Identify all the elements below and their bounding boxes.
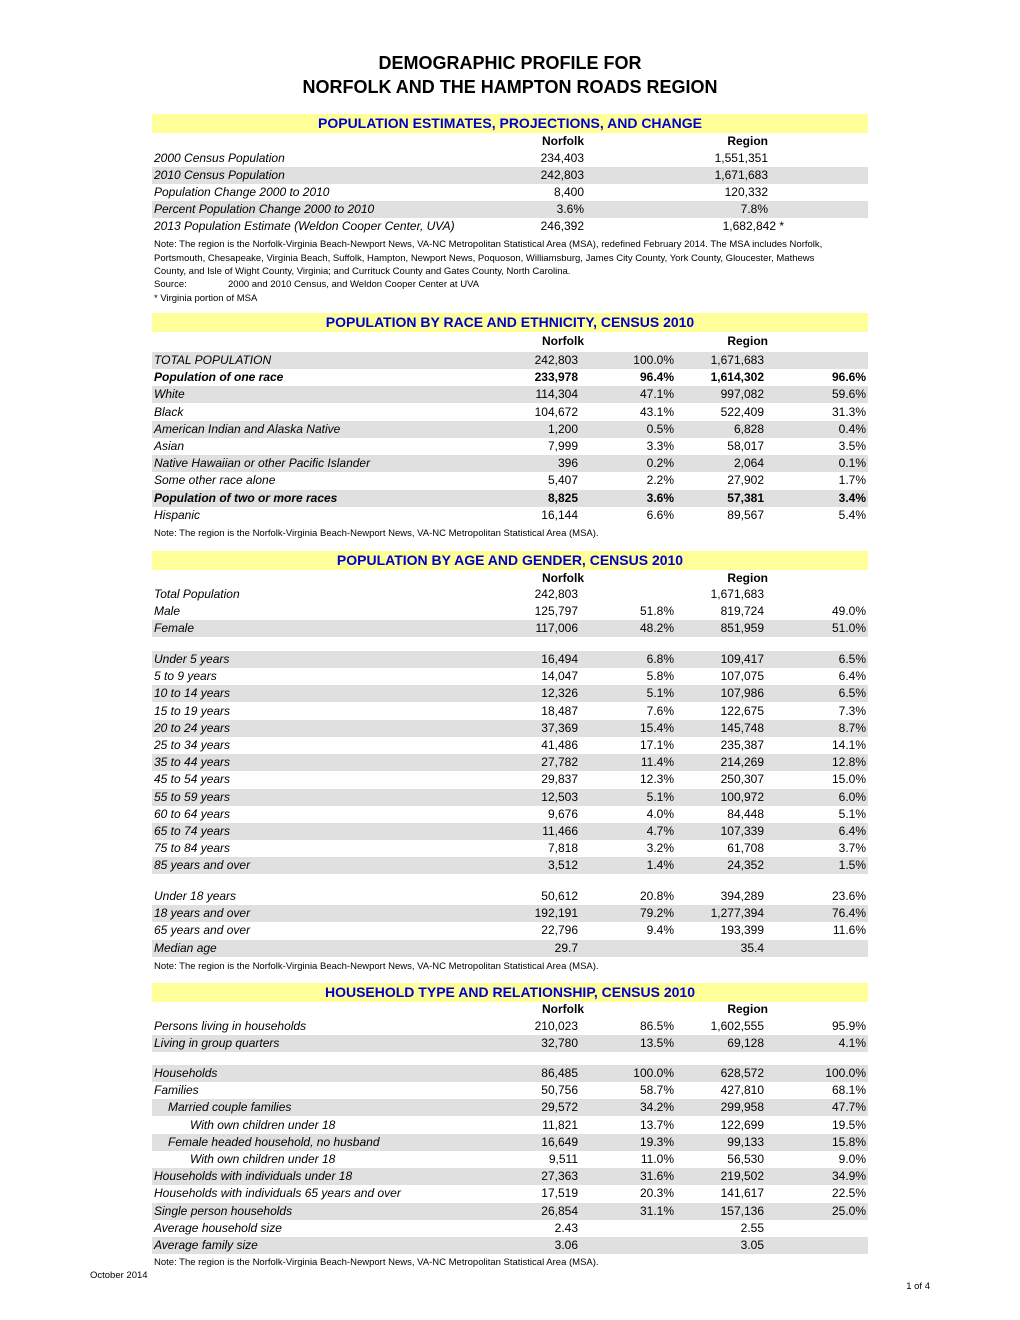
norfolk-percent: 4.0% bbox=[646, 806, 674, 821]
norfolk-value: 234,403 bbox=[540, 151, 584, 165]
region-percent: 3.4% bbox=[838, 490, 866, 505]
region-value: 427,810 bbox=[720, 1083, 764, 1098]
norfolk-value: 27,363 bbox=[541, 1169, 578, 1184]
norfolk-value: 9,676 bbox=[547, 806, 578, 821]
norfolk-percent: 3.3% bbox=[646, 439, 674, 453]
norfolk-value: 17,519 bbox=[541, 1186, 578, 1201]
row-label: 60 to 64 years bbox=[154, 806, 231, 821]
table-row bbox=[152, 922, 868, 939]
norfolk-percent: 51.8% bbox=[639, 604, 674, 619]
region-value: 141,617 bbox=[720, 1186, 764, 1201]
table-row bbox=[152, 620, 868, 637]
region-percent: 6.0% bbox=[838, 789, 866, 804]
norfolk-percent: 3.6% bbox=[646, 490, 674, 505]
norfolk-value: 104,672 bbox=[534, 404, 578, 419]
table-row bbox=[152, 404, 868, 421]
row-label: Median age bbox=[154, 940, 217, 955]
region-value: 299,958 bbox=[720, 1100, 764, 1115]
row-label: 2000 Census Population bbox=[154, 151, 285, 165]
row-label: With own children under 18 bbox=[190, 1152, 336, 1166]
norfolk-value: 117,006 bbox=[535, 621, 578, 636]
norfolk-percent: 96.4% bbox=[639, 370, 674, 385]
row-label: Population of one race bbox=[154, 370, 284, 385]
norfolk-percent: 58.7% bbox=[639, 1083, 674, 1098]
norfolk-value: 27,782 bbox=[541, 755, 578, 770]
row-label: 10 to 14 years bbox=[154, 686, 231, 701]
table-row bbox=[152, 1018, 868, 1035]
table-row bbox=[152, 789, 868, 806]
region-percent: 6.5% bbox=[838, 686, 866, 701]
norfolk-percent: 4.7% bbox=[646, 824, 674, 838]
region-value: 1,614,302 bbox=[710, 370, 764, 385]
table-row bbox=[152, 940, 868, 957]
region-percent: 3.5% bbox=[838, 439, 866, 453]
row-label: 18 years and over bbox=[154, 906, 251, 921]
norfolk-value: 50,612 bbox=[541, 889, 578, 903]
table-row bbox=[152, 840, 868, 857]
norfolk-value: 396 bbox=[557, 456, 578, 471]
region-value: 1,277,394 bbox=[710, 906, 764, 921]
col-header-norfolk: Norfolk bbox=[542, 134, 584, 148]
norfolk-value: 5,407 bbox=[547, 473, 578, 488]
region-value: 61,708 bbox=[727, 841, 764, 856]
row-label: Female bbox=[154, 621, 195, 636]
row-label: Female headed household, no husband bbox=[168, 1134, 380, 1149]
footer-page-number: 1 of 4 bbox=[906, 1281, 930, 1292]
table-row bbox=[152, 1203, 868, 1220]
section-household-title: HOUSEHOLD TYPE AND RELATIONSHIP, CENSUS 2010 bbox=[152, 983, 868, 1002]
norfolk-value: 29.7 bbox=[554, 940, 578, 955]
norfolk-value: 32,780 bbox=[541, 1036, 578, 1051]
region-value: 1,671,683 bbox=[714, 168, 768, 182]
region-percent: 23.6% bbox=[831, 889, 866, 903]
table-row bbox=[152, 586, 868, 603]
row-label: Hispanic bbox=[154, 507, 201, 522]
row-label: 55 to 59 years bbox=[154, 789, 231, 804]
region-value: 7.8% bbox=[740, 202, 768, 216]
table-row bbox=[152, 905, 868, 922]
table-row bbox=[152, 806, 868, 823]
norfolk-value: 114,304 bbox=[535, 387, 578, 402]
table-row bbox=[152, 1220, 868, 1237]
table-row bbox=[152, 771, 868, 788]
norfolk-value: 50,756 bbox=[541, 1083, 578, 1098]
table-row bbox=[152, 1082, 868, 1099]
norfolk-value: 29,572 bbox=[541, 1100, 578, 1115]
norfolk-value: 7,999 bbox=[547, 439, 578, 453]
table-row bbox=[152, 386, 868, 403]
norfolk-percent: 34.2% bbox=[639, 1100, 674, 1115]
region-value: 120,332 bbox=[724, 185, 768, 199]
region-percent: 25.0% bbox=[831, 1203, 866, 1218]
section-population-estimates-title: POPULATION ESTIMATES, PROJECTIONS, AND CHANGE bbox=[152, 114, 868, 133]
table-row bbox=[152, 1168, 868, 1185]
region-percent: 12.8% bbox=[831, 755, 866, 770]
norfolk-value: 1,200 bbox=[547, 421, 578, 436]
region-value: 628,572 bbox=[720, 1066, 764, 1080]
section-race-ethnicity-title: POPULATION BY RACE AND ETHNICITY, CENSUS 2010 bbox=[152, 313, 868, 332]
norfolk-value: 11,821 bbox=[542, 1117, 578, 1132]
region-value: 2.55 bbox=[740, 1220, 764, 1235]
region-percent: 34.9% bbox=[831, 1169, 866, 1184]
region-value: 109,417 bbox=[720, 652, 764, 666]
norfolk-value: 125,797 bbox=[534, 604, 578, 619]
region-value: 99,133 bbox=[727, 1134, 764, 1149]
row-label: Native Hawaiian or other Pacific Islander bbox=[154, 456, 371, 471]
region-percent: 0.4% bbox=[838, 421, 866, 436]
table-row bbox=[152, 150, 868, 167]
region-percent: 22.5% bbox=[831, 1186, 866, 1201]
table-row bbox=[152, 754, 868, 771]
source-label: Source: bbox=[154, 279, 187, 290]
region-value: 2,064 bbox=[733, 456, 764, 471]
col-header-norfolk: Norfolk bbox=[542, 1002, 584, 1016]
region-value: 58,017 bbox=[727, 439, 764, 453]
table-row bbox=[152, 1134, 868, 1151]
race-note: Note: The region is the Norfolk-Virginia Beach-Newport News, VA-NC Metropolitan Statistical Area (MSA). bbox=[154, 528, 599, 539]
norfolk-percent: 5.1% bbox=[646, 789, 674, 804]
row-label: White bbox=[154, 387, 185, 402]
region-percent: 59.6% bbox=[831, 387, 866, 402]
region-value: 107,986 bbox=[720, 686, 764, 701]
region-percent: 11.6% bbox=[832, 923, 866, 938]
table-row bbox=[152, 603, 868, 620]
row-label: 2013 Population Estimate (Weldon Cooper Center, UVA) bbox=[154, 219, 455, 233]
region-value: 851,959 bbox=[720, 621, 764, 636]
row-label: 25 to 34 years bbox=[154, 738, 231, 752]
norfolk-percent: 13.7% bbox=[639, 1117, 674, 1132]
row-label: Under 18 years bbox=[154, 889, 237, 903]
norfolk-percent: 100.0% bbox=[633, 353, 674, 367]
table-row bbox=[152, 888, 868, 905]
row-label: Population Change 2000 to 2010 bbox=[154, 185, 330, 199]
region-percent: 96.6% bbox=[831, 370, 866, 385]
norfolk-value: 12,503 bbox=[541, 789, 578, 804]
norfolk-value: 210,023 bbox=[534, 1019, 578, 1033]
norfolk-value: 26,854 bbox=[541, 1203, 578, 1218]
norfolk-percent: 20.3% bbox=[639, 1186, 674, 1201]
region-value: 145,748 bbox=[720, 720, 764, 735]
row-label: Under 5 years bbox=[154, 652, 230, 666]
row-label: 20 to 24 years bbox=[154, 720, 231, 735]
household-note: Note: The region is the Norfolk-Virginia Beach-Newport News, VA-NC Metropolitan Statistical Area (MSA). bbox=[154, 1257, 599, 1268]
row-label: Households with individuals under 18 bbox=[154, 1169, 353, 1184]
row-label: Persons living in households bbox=[154, 1019, 307, 1033]
region-percent: 68.1% bbox=[831, 1083, 866, 1098]
norfolk-percent: 47.1% bbox=[639, 387, 674, 402]
region-value: 1,671,683 bbox=[710, 587, 764, 601]
table-row bbox=[152, 720, 868, 737]
column-header-row bbox=[152, 1002, 868, 1016]
table-row bbox=[152, 1185, 868, 1202]
norfolk-percent: 79.2% bbox=[639, 906, 674, 921]
row-label: 15 to 19 years bbox=[154, 703, 231, 718]
region-value: 1,682,842 * bbox=[722, 219, 784, 233]
norfolk-percent: 5.1% bbox=[646, 686, 674, 701]
norfolk-value: 242,803 bbox=[534, 587, 578, 601]
norfolk-percent: 9.4% bbox=[646, 923, 674, 938]
region-value: 84,448 bbox=[727, 806, 764, 821]
norfolk-value: 37,369 bbox=[541, 720, 578, 735]
region-value: 69,128 bbox=[727, 1036, 764, 1051]
region-value: 235,387 bbox=[720, 738, 764, 752]
table-row bbox=[152, 737, 868, 754]
row-label: Average family size bbox=[154, 1238, 258, 1252]
table-row bbox=[152, 1035, 868, 1052]
column-header-row bbox=[152, 134, 868, 148]
col-header-region: Region bbox=[727, 334, 768, 348]
norfolk-value: 3,512 bbox=[547, 858, 578, 873]
norfolk-value: 14,047 bbox=[541, 669, 578, 684]
col-header-region: Region bbox=[727, 571, 768, 585]
column-header-row bbox=[152, 571, 868, 585]
region-percent: 5.1% bbox=[838, 806, 866, 821]
norfolk-percent: 15.4% bbox=[639, 720, 674, 735]
norfolk-percent: 1.4% bbox=[646, 858, 674, 873]
region-value: 1,602,555 bbox=[710, 1019, 764, 1033]
row-label: 75 to 84 years bbox=[154, 841, 231, 856]
norfolk-value: 41,486 bbox=[541, 738, 578, 752]
norfolk-percent: 43.1% bbox=[639, 404, 674, 419]
msa-note: Note: The region is the Norfolk-Virginia Beach-Newport News, VA-NC Metropolitan Statistical Area (MSA), redefined February 2014. The MSA includes Norfolk, Portsmouth, Chesapeake, Virginia Beach, Suffolk, Hampton, Newport News, Poquoson, Williamsburg, James City County, York County, Gloucester, Mathews County, and Isle of Wight County, Virginia; and Currituck County and Gates County, North Carolina. bbox=[154, 239, 823, 277]
norfolk-percent: 6.6% bbox=[646, 507, 674, 522]
norfolk-value: 29,837 bbox=[541, 772, 578, 787]
table-row bbox=[152, 1065, 868, 1082]
table-row bbox=[152, 369, 868, 386]
region-value: 193,399 bbox=[720, 923, 764, 938]
norfolk-value: 246,392 bbox=[540, 219, 584, 233]
region-percent: 15.8% bbox=[831, 1134, 866, 1149]
norfolk-value: 18,487 bbox=[541, 703, 578, 718]
region-percent: 4.1% bbox=[838, 1036, 866, 1051]
region-value: 157,136 bbox=[720, 1203, 764, 1218]
table-row bbox=[152, 1099, 868, 1116]
region-percent: 49.0% bbox=[831, 604, 866, 619]
row-label: Average household size bbox=[154, 1220, 282, 1235]
region-value: 219,502 bbox=[720, 1169, 764, 1184]
region-value: 122,699 bbox=[720, 1117, 764, 1132]
row-label: 35 to 44 years bbox=[154, 755, 231, 770]
region-value: 6,828 bbox=[733, 421, 764, 436]
row-label: 45 to 54 years bbox=[154, 772, 231, 787]
row-label: 65 years and over bbox=[154, 923, 251, 938]
norfolk-percent: 31.6% bbox=[639, 1169, 674, 1184]
table-row bbox=[152, 1151, 868, 1168]
region-percent: 5.4% bbox=[838, 507, 866, 522]
table-row bbox=[152, 201, 868, 218]
table-row bbox=[152, 703, 868, 720]
column-header-row bbox=[152, 334, 868, 348]
norfolk-value: 11,466 bbox=[542, 824, 578, 838]
norfolk-percent: 5.8% bbox=[646, 669, 674, 684]
table-row bbox=[152, 1237, 868, 1254]
norfolk-value: 9,511 bbox=[548, 1152, 578, 1166]
footnote: * Virginia portion of MSA bbox=[154, 293, 258, 304]
row-label: Married couple families bbox=[168, 1100, 292, 1115]
norfolk-value: 16,494 bbox=[541, 652, 578, 666]
region-value: 214,269 bbox=[720, 755, 764, 770]
region-value: 522,409 bbox=[720, 404, 764, 419]
norfolk-value: 2.43 bbox=[554, 1220, 578, 1235]
row-label: 5 to 9 years bbox=[154, 669, 217, 684]
region-percent: 6.4% bbox=[838, 669, 866, 684]
table-row bbox=[152, 455, 868, 472]
norfolk-percent: 7.6% bbox=[646, 703, 674, 718]
norfolk-percent: 48.2% bbox=[639, 621, 674, 636]
region-percent: 9.0% bbox=[838, 1152, 866, 1166]
norfolk-percent: 31.1% bbox=[639, 1203, 674, 1218]
row-label: Single person households bbox=[154, 1203, 293, 1218]
table-row bbox=[152, 472, 868, 489]
col-header-region: Region bbox=[727, 134, 768, 148]
norfolk-value: 16,649 bbox=[541, 1134, 578, 1149]
row-label: Total Population bbox=[154, 587, 240, 601]
table-row bbox=[152, 668, 868, 685]
region-percent: 76.4% bbox=[831, 906, 866, 921]
region-percent: 8.7% bbox=[838, 720, 866, 735]
table-row bbox=[152, 421, 868, 438]
row-label: 2010 Census Population bbox=[154, 168, 285, 182]
table-row bbox=[152, 438, 868, 455]
norfolk-percent: 20.8% bbox=[639, 889, 674, 903]
table-row bbox=[152, 685, 868, 702]
region-percent: 15.0% bbox=[831, 772, 866, 787]
age-gender-note: Note: The region is the Norfolk-Virginia Beach-Newport News, VA-NC Metropolitan Statistical Area (MSA). bbox=[154, 961, 599, 972]
norfolk-percent: 100.0% bbox=[633, 1066, 674, 1080]
region-value: 122,675 bbox=[720, 703, 764, 718]
region-value: 394,289 bbox=[720, 889, 764, 903]
table-row bbox=[152, 823, 868, 840]
table-row bbox=[152, 490, 868, 507]
row-label: Population of two or more races bbox=[154, 490, 338, 505]
region-value: 1,551,351 bbox=[714, 151, 768, 165]
table-row bbox=[152, 507, 868, 524]
norfolk-value: 8,825 bbox=[547, 490, 578, 505]
region-percent: 19.5% bbox=[831, 1117, 866, 1132]
col-header-norfolk: Norfolk bbox=[542, 334, 584, 348]
norfolk-percent: 12.3% bbox=[639, 772, 674, 787]
region-value: 56,530 bbox=[727, 1152, 764, 1166]
source-text: 2000 and 2010 Census, and Weldon Cooper Center at UVA bbox=[228, 279, 480, 290]
norfolk-value: 233,978 bbox=[534, 370, 578, 385]
region-percent: 6.5% bbox=[838, 652, 866, 666]
region-value: 819,724 bbox=[720, 604, 764, 619]
region-percent: 7.3% bbox=[838, 703, 866, 718]
region-percent: 47.7% bbox=[831, 1100, 866, 1115]
region-value: 35.4 bbox=[740, 940, 764, 955]
region-percent: 31.3% bbox=[831, 404, 866, 419]
norfolk-percent: 11.0% bbox=[640, 1152, 674, 1166]
norfolk-value: 86,485 bbox=[541, 1066, 578, 1080]
row-label: 85 years and over bbox=[154, 858, 251, 873]
region-value: 3.05 bbox=[740, 1238, 764, 1252]
row-label: Percent Population Change 2000 to 2010 bbox=[154, 202, 375, 216]
region-value: 1,671,683 bbox=[710, 353, 764, 367]
row-label: Households with individuals 65 years and over bbox=[154, 1186, 401, 1201]
norfolk-percent: 17.1% bbox=[639, 738, 674, 752]
region-value: 27,902 bbox=[727, 473, 764, 488]
region-percent: 100.0% bbox=[825, 1066, 866, 1080]
region-percent: 95.9% bbox=[831, 1019, 866, 1033]
col-header-norfolk: Norfolk bbox=[542, 571, 584, 585]
norfolk-value: 16,144 bbox=[541, 507, 578, 522]
region-percent: 14.1% bbox=[831, 738, 866, 752]
row-label: Living in group quarters bbox=[154, 1036, 280, 1051]
table-row bbox=[152, 1117, 868, 1134]
norfolk-value: 242,803 bbox=[534, 353, 578, 367]
region-percent: 3.7% bbox=[838, 841, 866, 856]
norfolk-percent: 0.2% bbox=[646, 456, 674, 471]
row-label: 65 to 74 years bbox=[154, 824, 231, 838]
row-label: Male bbox=[154, 604, 181, 619]
row-label: With own children under 18 bbox=[190, 1117, 336, 1132]
table-row bbox=[152, 184, 868, 201]
norfolk-value: 22,796 bbox=[541, 923, 578, 938]
norfolk-percent: 3.2% bbox=[646, 841, 674, 856]
region-percent: 6.4% bbox=[838, 824, 866, 838]
row-label: Asian bbox=[154, 439, 185, 453]
region-percent: 1.5% bbox=[838, 858, 866, 873]
norfolk-value: 242,803 bbox=[540, 168, 584, 182]
row-label: Households bbox=[154, 1066, 218, 1080]
norfolk-percent: 6.8% bbox=[646, 652, 674, 666]
norfolk-percent: 86.5% bbox=[639, 1019, 674, 1033]
norfolk-value: 3.06 bbox=[554, 1238, 578, 1252]
norfolk-value: 192,191 bbox=[534, 906, 578, 921]
footer-date: October 2014 bbox=[90, 1270, 148, 1281]
region-value: 107,339 bbox=[720, 824, 764, 838]
region-value: 24,352 bbox=[727, 858, 764, 873]
norfolk-percent: 11.4% bbox=[640, 755, 674, 770]
row-label: TOTAL POPULATION bbox=[154, 353, 272, 367]
region-value: 89,567 bbox=[727, 507, 764, 522]
row-label: Families bbox=[154, 1083, 199, 1098]
row-label: Black bbox=[154, 404, 184, 419]
norfolk-percent: 13.5% bbox=[639, 1036, 674, 1051]
table-row bbox=[152, 651, 868, 668]
region-percent: 51.0% bbox=[831, 621, 866, 636]
page-title-line-2: NORFOLK AND THE HAMPTON ROADS REGION bbox=[302, 77, 718, 97]
section-age-gender-title: POPULATION BY AGE AND GENDER, CENSUS 2010 bbox=[152, 551, 868, 570]
region-value: 997,082 bbox=[720, 387, 764, 402]
norfolk-percent: 19.3% bbox=[639, 1134, 674, 1149]
region-value: 250,307 bbox=[720, 772, 764, 787]
norfolk-value: 8,400 bbox=[553, 185, 584, 199]
row-label: Some other race alone bbox=[154, 473, 276, 488]
region-value: 100,972 bbox=[720, 789, 764, 804]
row-label: American Indian and Alaska Native bbox=[154, 421, 341, 436]
region-percent: 0.1% bbox=[838, 456, 866, 471]
norfolk-percent: 2.2% bbox=[646, 473, 674, 488]
table-row bbox=[152, 352, 868, 369]
region-value: 107,075 bbox=[720, 669, 764, 684]
region-percent: 1.7% bbox=[838, 473, 866, 488]
norfolk-value: 12,326 bbox=[541, 686, 578, 701]
page-title-line-1: DEMOGRAPHIC PROFILE FOR bbox=[378, 53, 642, 73]
table-row bbox=[152, 857, 868, 874]
table-row bbox=[152, 167, 868, 184]
col-header-region: Region bbox=[727, 1002, 768, 1016]
region-value: 57,381 bbox=[727, 490, 764, 505]
norfolk-value: 7,818 bbox=[547, 841, 578, 856]
norfolk-value: 3.6% bbox=[556, 202, 584, 216]
norfolk-percent: 0.5% bbox=[646, 421, 674, 436]
table-row bbox=[152, 218, 868, 235]
